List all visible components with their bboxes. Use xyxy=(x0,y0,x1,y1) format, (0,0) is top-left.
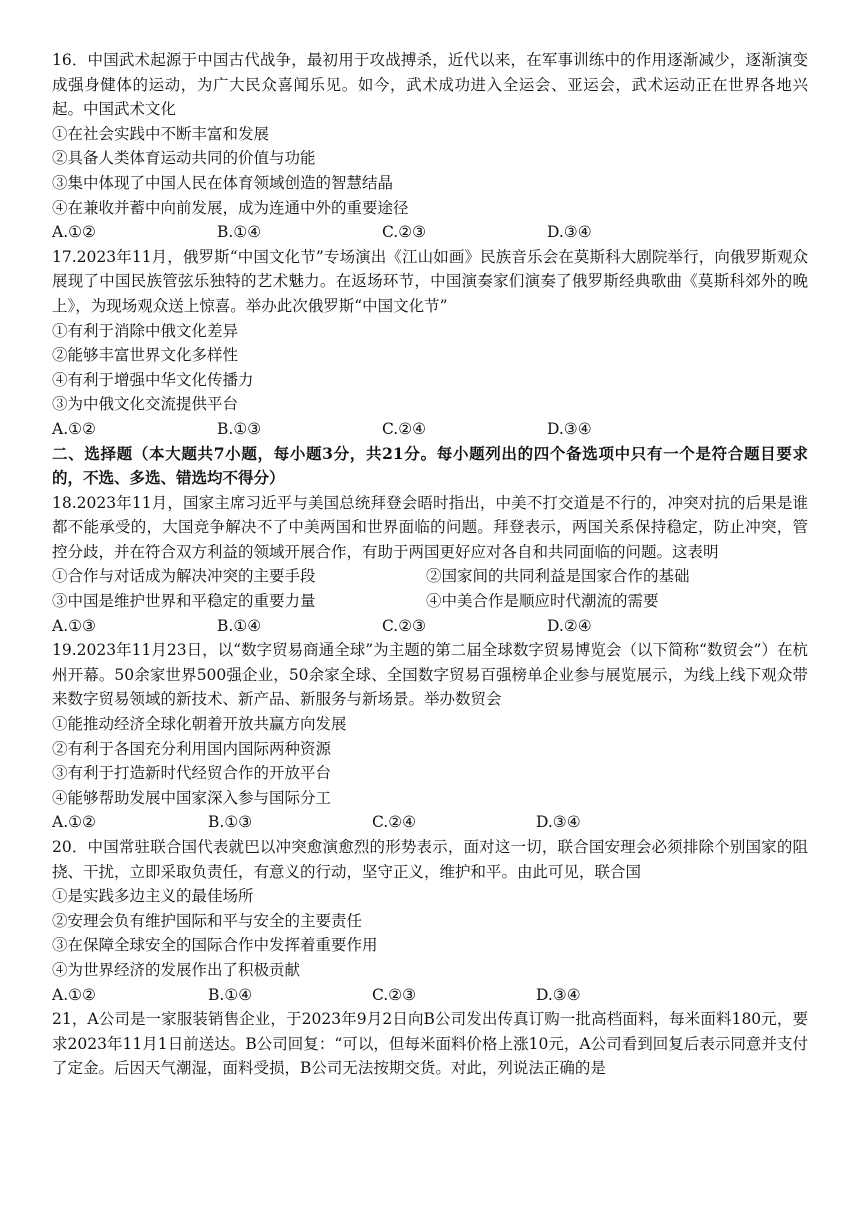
answer-options xyxy=(52,810,808,835)
question-16 xyxy=(52,48,808,245)
option-b[interactable]: B.①③ xyxy=(208,813,253,832)
choice-row xyxy=(52,564,808,589)
choice-item: ④为世界经济的发展作出了积极贡献 xyxy=(52,960,301,979)
choice-item: ④中美合作是顺应时代潮流的需要 xyxy=(426,592,659,611)
option-d[interactable]: D.③④ xyxy=(547,223,592,242)
choice-item: ①能推动经济全球化朝着开放共赢方向发展 xyxy=(52,715,347,734)
option-d[interactable]: D.③④ xyxy=(536,813,581,832)
question-stem: 18.2023年11月，国家主席习近平与美国总统拜登会晤时指出，中美不打交道是不行的，冲突对抗的后果是谁都不能承受的，大国竞争解决不了中美两国和世界面临的问题。拜登表示，两国关系保持稳定，防止冲突，管控分歧，并在符合双方利益的领域开展合作，有助于两国更好应对各自和共同面临的问题。这表明 xyxy=(52,493,808,561)
question-19 xyxy=(52,638,808,835)
choice-item: ①合作与对话成为解决冲突的主要手段 xyxy=(52,567,316,586)
section-heading: 二、选择题（本大题共7小题，每小题3分，共21分。每小题列出的四个备选项中只有一个是符合题目要求的，不选、多选、错选均不得分） xyxy=(52,443,808,488)
choice-item: ③为中俄文化交流提供平台 xyxy=(52,395,239,414)
option-c[interactable]: C.②④ xyxy=(382,419,427,438)
option-b[interactable]: B.①④ xyxy=(217,223,262,242)
question-stem: 19.2023年11月23日，以“数字贸易商通全球”为主题的第二届全球数字贸易博览会（以下简称“数贸会”）在杭州开幕。50余家世界500强企业，50余家全球、全国数字贸易百强榜单企业参与展览展示，为线上线下观众带来数字贸易领域的新技术、新产品、新服务与新场景。举办数贸会 xyxy=(52,641,808,709)
choice-item: ③在保障全球安全的国际合作中发挥着重要作用 xyxy=(52,936,378,955)
question-stem: 21，A公司是一家服装销售企业，于2023年9月2日向B公司发出传真订购一批高档面料，每米面料180元，要求2023年11月1日前送达。B公司回复：“可以，但每米面料价格上涨10元，A公司看到回复后表示同意并支付了定金。后因天气潮湿，面料受损，B公司无法按期交货。对此，列说法正确的是 xyxy=(52,1010,808,1078)
question-stem: 20．中国常驻联合国代表就巴以冲突愈演愈烈的形势表示，面对这一切，联合国安理会必须排除个别国家的阻挠、干扰，立即采取负责任，有意义的行动，坚守正义，维护和平。由此可见，联合国 xyxy=(52,838,808,881)
option-a[interactable]: A.①② xyxy=(52,985,96,1004)
question-20 xyxy=(52,835,808,1007)
answer-options xyxy=(52,614,808,639)
option-d[interactable]: D.②④ xyxy=(547,616,592,635)
choice-item: ②能够丰富世界文化多样性 xyxy=(52,346,239,365)
answer-options xyxy=(52,983,808,1008)
choice-item: ③有利于打造新时代经贸合作的开放平台 xyxy=(52,764,332,783)
option-b[interactable]: B.①③ xyxy=(217,419,262,438)
option-c[interactable]: C.②④ xyxy=(372,813,417,832)
choice-item: ①有利于消除中俄文化差异 xyxy=(52,321,239,340)
option-c[interactable]: C.②③ xyxy=(382,223,427,242)
option-a[interactable]: A.①③ xyxy=(52,616,96,635)
choice-item: ②有利于各国充分利用国内国际两种资源 xyxy=(52,739,332,758)
choice-item: ①是实践多边主义的最佳场所 xyxy=(52,887,254,906)
option-b[interactable]: B.①④ xyxy=(208,985,253,1004)
answer-options xyxy=(52,220,808,245)
choice-item: ①在社会实践中不断丰富和发展 xyxy=(52,124,270,143)
question-18 xyxy=(52,491,808,639)
option-a[interactable]: A.①② xyxy=(52,419,96,438)
option-d[interactable]: D.③④ xyxy=(547,419,592,438)
choice-item: ④在兼收并蓄中向前发展，成为连通中外的重要途径 xyxy=(52,198,409,217)
option-c[interactable]: C.②③ xyxy=(372,985,417,1004)
choice-item: ③中国是维护世界和平稳定的重要力量 xyxy=(52,592,316,611)
choice-item: ③集中体现了中国人民在体育领域创造的智慧结晶 xyxy=(52,173,394,192)
choice-item: ②国家间的共同利益是国家合作的基础 xyxy=(426,567,690,586)
answer-options xyxy=(52,417,808,442)
question-stem: 16．中国武术起源于中国古代战争，最初用于攻战搏杀，近代以来，在军事训练中的作用逐渐减少，逐渐演变成强身健体的运动，为广大民众喜闻乐见。如今，武术成功进入全运会、亚运会，武术运动正在世界各地兴起。中国武术文化 xyxy=(52,51,808,119)
choice-row xyxy=(52,589,808,614)
option-a[interactable]: A.①② xyxy=(52,813,96,832)
question-21 xyxy=(52,1007,808,1081)
choice-item: ②安理会负有维护国际和平与安全的主要责任 xyxy=(52,911,363,930)
question-stem: 17.2023年11月，俄罗斯“中国文化节”专场演出《江山如画》民族音乐会在莫斯科大剧院举行，向俄罗斯观众展现了中国民族管弦乐独特的艺术魅力。在返场环节，中国演奏家们演奏了俄罗斯经典歌曲《莫斯科郊外的晚上》，为现场观众送上惊喜。举办此次俄罗斯“中国文化节” xyxy=(52,247,808,315)
question-17 xyxy=(52,245,808,442)
option-d[interactable]: D.③④ xyxy=(536,985,581,1004)
option-c[interactable]: C.②③ xyxy=(382,616,427,635)
option-a[interactable]: A.①② xyxy=(52,223,96,242)
option-b[interactable]: B.①④ xyxy=(217,616,262,635)
choice-item: ②具备人类体育运动共同的价值与功能 xyxy=(52,149,316,168)
choice-item: ④有利于增强中华文化传播力 xyxy=(52,370,254,389)
choice-item: ④能够帮助发展中国家深入参与国际分工 xyxy=(52,788,332,807)
